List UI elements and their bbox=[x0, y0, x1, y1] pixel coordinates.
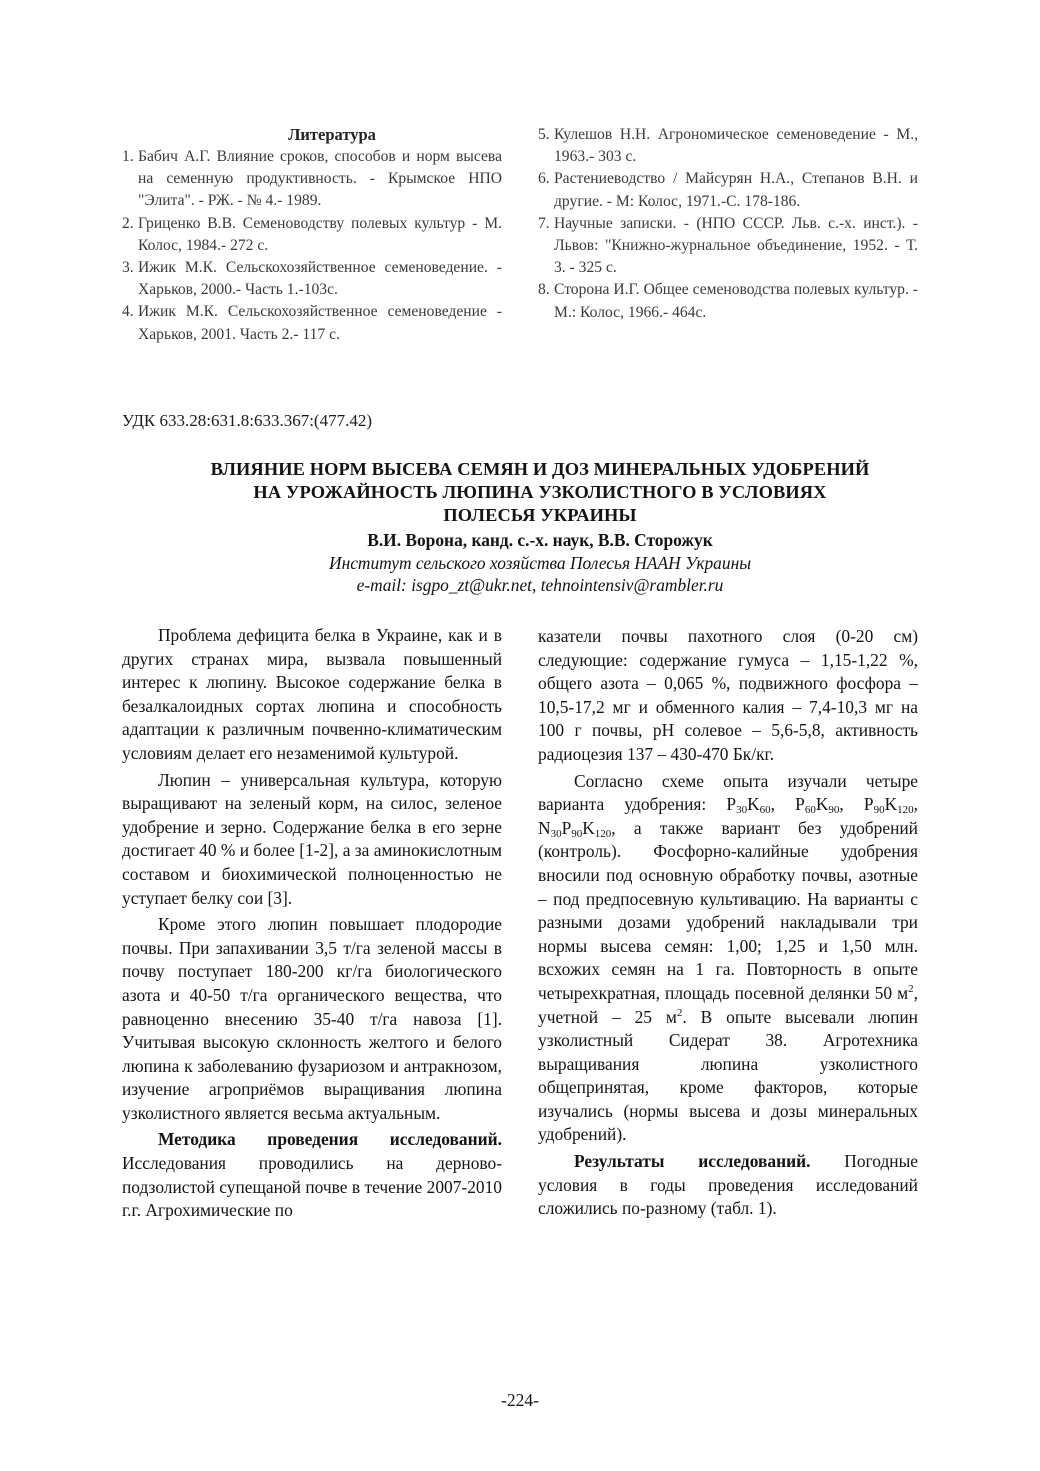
area-exponent: 2 bbox=[908, 982, 914, 995]
formula-p60k90: $P_{60}K_{90}$ bbox=[795, 794, 840, 817]
reference-number: 5. bbox=[538, 126, 550, 143]
scheme-intro: Согласно схеме опыта изучали четыре варианта удобрения: bbox=[538, 770, 918, 815]
formula-p30k60: $P_{30}K_{60}$ bbox=[726, 794, 771, 817]
reference-number: 6. bbox=[538, 170, 550, 188]
paragraph-intro: Проблема дефицита белка в Украине, как и в других странах мира, вызвала повышенный интерес к люпину. Высокое содержание белка в безалкалоидных сортах люпина и способность адаптации к различным почвенно-климатическим условиям делает его незаменимой культурой. bbox=[122, 625, 502, 763]
results-heading: Результаты исследований. bbox=[574, 1151, 811, 1172]
udk-code: УДК 633.28:631.8:633.367:(477.42) bbox=[122, 411, 372, 430]
reference-item bbox=[538, 124, 918, 168]
article-authors: В.И. Ворона, канд. с.-х. наук, В.В. Сторожук bbox=[367, 530, 713, 550]
area-exponent: 2 bbox=[676, 1006, 683, 1019]
reference-number: 8. bbox=[538, 281, 550, 299]
paragraph-lupin-universal: Люпин – универсальная культура, которую выращивают на зеленый корм, на силос, зеленое удобрение и зерно. Содержание белка в его зерне достигает 40 % и более [1-2], а за аминокислотным составом и биохимической полноценностью не уступает белку сои [3]. bbox=[122, 769, 502, 908]
reference-item bbox=[122, 146, 502, 213]
reference-item bbox=[538, 168, 918, 212]
reference-number: 2. bbox=[122, 214, 134, 232]
reference-text: Растениеводство / Майсурян Н.А., Степанов В.Н. и другие. - М: Колос, 1971.-С. 178-186. bbox=[554, 170, 918, 210]
reference-text: Ижик М.К. Сельскохозяйственное семеноведение. - Харьков, 2000.- Часть 1.-103с. bbox=[138, 259, 502, 299]
body-left-column bbox=[122, 624, 502, 1226]
reference-text: Бабич А.Г. Влияние сроков, способов и норм высева на семенную продуктивность. - Крымское НПО "Элита". - РЖ. - № 4.- 1989. bbox=[138, 148, 502, 210]
reference-text: Гриценко В.В. Семеноводству полевых культур - М. Колос, 1984.- 272 с. bbox=[138, 214, 502, 254]
scheme-details: , а также вариант без удобрений (контроль). Фосфорно-калийные удобрения вносили под основную обработку почвы, азотные – под предпосевную культивацию. На варианты с разными дозами удобрений накладывали три нормы высева семян: 1,00; 1,25 и 1,50 млн. всхожих семян на 1 га. Повторность в опыте четырехкратная, площадь посевной делянки 50 м bbox=[538, 817, 918, 1003]
reference-number: 3. bbox=[122, 259, 134, 277]
reference-item bbox=[122, 257, 502, 301]
reference-text: Сторона И.Г. Общее семеноводства полевых культур. - М.: Колос, 1966.- 464с. bbox=[554, 281, 918, 321]
body-right-column bbox=[538, 625, 918, 1224]
article-institute: Институт сельского хозяйства Полесья НААН Украины bbox=[329, 553, 751, 573]
article-title-line-1: ВЛИЯНИЕ НОРМ ВЫСЕВА СЕМЯН И ДОЗ МИНЕРАЛЬНЫХ УДОБРЕНИЙ bbox=[210, 459, 870, 479]
paragraph-results bbox=[538, 1150, 918, 1221]
article-title-line-2: НА УРОЖАЙНОСТЬ ЛЮПИНА УЗКОЛИСТНОГО В УСЛОВИЯХ bbox=[253, 482, 827, 502]
results-text: Погодные условия в годы проведения исследований сложились по-разному (табл. 1). bbox=[538, 1151, 918, 1219]
article-header bbox=[100, 458, 980, 596]
article-title-line-3: ПОЛЕСЬЯ УКРАИНЫ bbox=[443, 505, 637, 525]
paragraph-methods bbox=[122, 1128, 502, 1222]
page-number: -224- bbox=[501, 1390, 539, 1410]
paragraph-experiment-scheme: Согласно схеме опыта изучали четыре варианта удобрения: $P_{30}K_{60}$, $P_{60}K_{90}$, $P_{90}K_{120}$, $N_{30}P_{90}K_{120}$, а также вариант без удобрений (контроль). Фосфорно-калийные удобрения вносили под основную обработку почвы, азотные – под предпосевную культивацию. На варианты с разными дозами удобрений накладывали три нормы высева семян: 1,00; 1,25 и 1,50 млн. всхожих семян на 1 га. Повторность в опыте четырехкратная, площадь посевной делянки 50 $м^2$, учетной – 25 $м^2$. В опыте высевали люпин узколистный Сидерат 38. Агротехника выращивания люпина узколистного общепринятая, кроме факторов, которые изучались (нормы высева и дозы минеральных удобрений). bbox=[538, 770, 918, 1145]
reference-item bbox=[538, 213, 918, 280]
methods-text: Исследования проводились на дерново-подзолистой супещаной почве в течение 2007-2010 г.г. Агрохимические по bbox=[122, 1153, 502, 1221]
reference-number: 4. bbox=[122, 303, 134, 321]
scheme-end: . В опыте высевали люпин узколистный Сидерат 38. Агротехника выращивания люпина узколистного общепринятая, кроме факторов, которые изучались (нормы высева и дозы минеральных удобрений). bbox=[538, 1006, 918, 1145]
article-email: e-mail: isgpo_zt@ukr.net, tehnointensiv@rambler.ru bbox=[356, 575, 724, 595]
paragraph-soil-indicators: казатели почвы пахотного слоя (0-20 см) следующие: содержание гумуса – 1,15-1,22 %, общего азота – 0,065 %, подвижного фосфора – 10,5-17,2 мг и обменного калия – 7,4-10,3 мг на 100 г почвы, рН солевое – 5,6-5,8, активность радиоцезия 137 – 430-470 Бк/кг. bbox=[538, 626, 918, 764]
scheme-area: , учетной – 25 м bbox=[538, 982, 918, 1027]
formula-n30p90k120: $N_{30}P_{90}K_{120}$ bbox=[538, 817, 612, 840]
references-right-column bbox=[538, 124, 918, 324]
reference-number: 7. bbox=[538, 214, 550, 232]
reference-text: Научные записки. - (НПО СССР. Льв. с.-х. инст.). - Львов: "Книжно-журнальное объединение, 1952. - Т. 3. - 325 с. bbox=[554, 214, 918, 277]
references-left-column bbox=[122, 124, 502, 346]
formula-p90k120: $P_{90}K_{120}$ bbox=[863, 794, 914, 817]
methods-heading: Методика проведения исследований. bbox=[158, 1129, 502, 1150]
reference-text: Кулешов Н.Н. Агрономическое семеноведение - М., 1963.- 303 с. bbox=[554, 126, 918, 166]
reference-item bbox=[538, 279, 918, 323]
references-heading: Литература bbox=[288, 125, 376, 144]
reference-number: 1. bbox=[122, 148, 134, 165]
paragraph-soil-fertility: Кроме этого люпин повышает плодородие почвы. При запахивании 3,5 т/га зеленой массы в почву поступает 180-200 кг/га биологического азота и 40-50 т/га органического вещества, что равноценно внесению 35-40 т/га навоза [1]. Учитывая высокую склонность желтого и белого люпина к заболеванию фузариозом и антракнозом, изучение агроприёмов выращивания люпина узколистного является весьма актуальным. bbox=[122, 914, 502, 1123]
reference-item bbox=[122, 213, 502, 257]
reference-item bbox=[122, 301, 502, 345]
reference-text: Ижик М.К. Сельскохозяйственное семеноведение - Харьков, 2001. Часть 2.- 117 с. bbox=[138, 303, 502, 343]
